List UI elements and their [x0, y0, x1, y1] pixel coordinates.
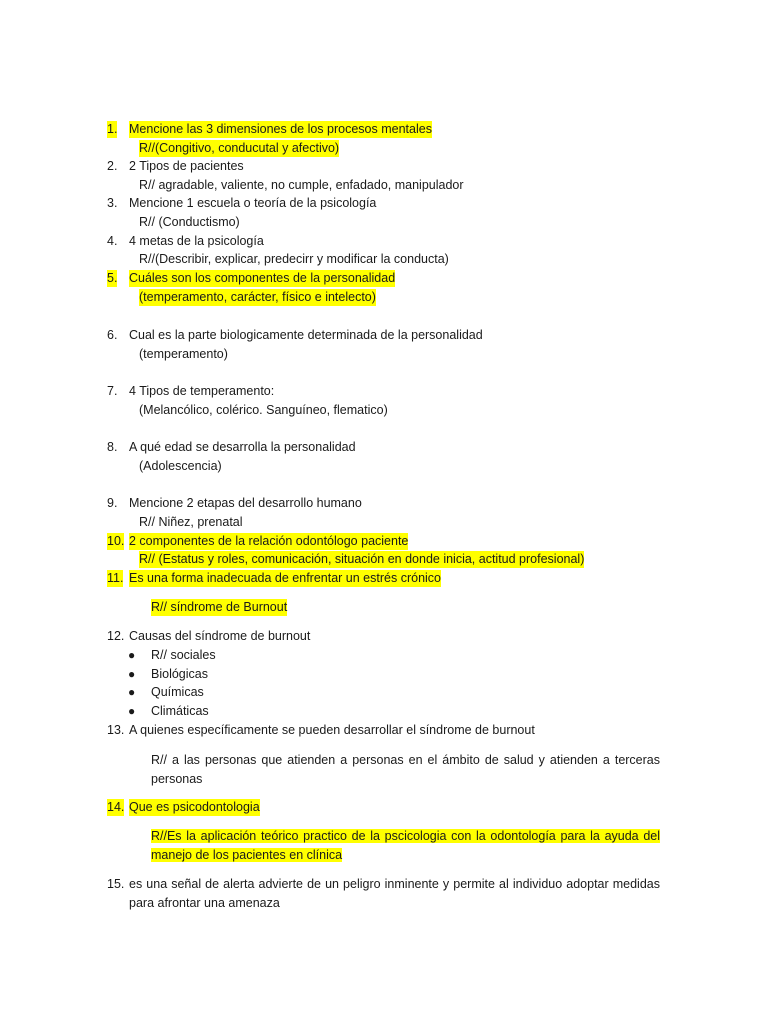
- question-number: 5.: [107, 271, 118, 285]
- question-number: 10.: [107, 534, 125, 548]
- question-text: 2 componentes de la relación odontólogo paciente: [129, 534, 409, 548]
- question-number: 14.: [107, 800, 125, 814]
- question-text: A qué edad se desarrolla la personalidad: [129, 440, 356, 454]
- answer-text: R// síndrome de Burnout: [151, 600, 288, 614]
- question-text: Mencione 2 etapas del desarrollo humano: [129, 496, 362, 510]
- question-number: 3.: [107, 196, 118, 210]
- question-text: Es una forma inadecuada de enfrentar un estrés crónico: [129, 571, 441, 585]
- list-item: R// sociales: [151, 648, 216, 662]
- question-text: 2 Tipos de pacientes: [129, 159, 244, 173]
- answer-text: R//(Congitivo, conducutal y afectivo): [139, 141, 340, 155]
- answer-text: R// Niñez, prenatal: [139, 515, 243, 529]
- bullet-icon: ●: [128, 648, 136, 662]
- answer-text: [151, 827, 660, 865]
- question-number: 13.: [107, 723, 125, 737]
- question-text: 4 metas de la psicología: [129, 234, 264, 248]
- question-text: Que es psicodontologia: [129, 800, 260, 814]
- answer-text: R// (Estatus y roles, comunicación, situación en donde inicia, actitud profesional): [139, 552, 585, 566]
- question-number: 2.: [107, 159, 118, 173]
- answer-text: (Adolescencia): [139, 459, 222, 473]
- question-number: 8.: [107, 440, 118, 454]
- bullet-icon: ●: [128, 704, 136, 718]
- question-text: es una señal de alerta advierte de un peligro inminente y permite al individuo adoptar medidas para afrontar una amenaza: [129, 877, 660, 910]
- bullet-icon: ●: [128, 667, 136, 681]
- question-text: 4 Tipos de temperamento:: [129, 384, 275, 398]
- question-text: Cuáles son los componentes de la personalidad: [129, 271, 396, 285]
- question-text: Causas del síndrome de burnout: [129, 629, 311, 643]
- question-number: 6.: [107, 328, 118, 342]
- question-number: 12.: [107, 629, 125, 643]
- question-number: 15.: [107, 877, 125, 891]
- list-item: Biológicas: [151, 667, 208, 681]
- answer-text: (temperamento): [139, 347, 228, 361]
- question-number: 4.: [107, 234, 118, 248]
- bullet-icon: ●: [128, 685, 136, 699]
- question-number: 1.: [107, 122, 118, 136]
- question-text: Mencione las 3 dimensiones de los procesos mentales: [129, 122, 432, 136]
- question-text: A quienes específicamente se pueden desarrollar el síndrome de burnout: [129, 723, 535, 737]
- list-item: Químicas: [151, 685, 204, 699]
- question-text: Cual es la parte biologicamente determinada de la personalidad: [129, 328, 483, 342]
- question-number: 9.: [107, 496, 118, 510]
- answer-text: R//(Describir, explicar, predecirr y modificar la conducta): [139, 252, 449, 266]
- question-number: 7.: [107, 384, 118, 398]
- answer-text: R// (Conductismo): [139, 215, 240, 229]
- question-number: 11.: [107, 571, 124, 585]
- list-item: Climáticas: [151, 704, 209, 718]
- answer-text: (temperamento, carácter, físico e intelecto): [139, 290, 376, 304]
- answer-text: R// agradable, valiente, no cumple, enfadado, manipulador: [139, 178, 464, 192]
- answer-highlight: R//Es la aplicación teórico practico de la pscicologia con la odontología para la ayuda del manejo de los pacientes en clínica: [151, 829, 660, 862]
- answer-text: (Melancólico, colérico. Sanguíneo, flematico): [139, 403, 388, 417]
- answer-text: R// a las personas que atienden a personas en el ámbito de salud y atienden a terceras personas: [151, 753, 660, 786]
- question-text: Mencione 1 escuela o teoría de la psicología: [129, 196, 377, 210]
